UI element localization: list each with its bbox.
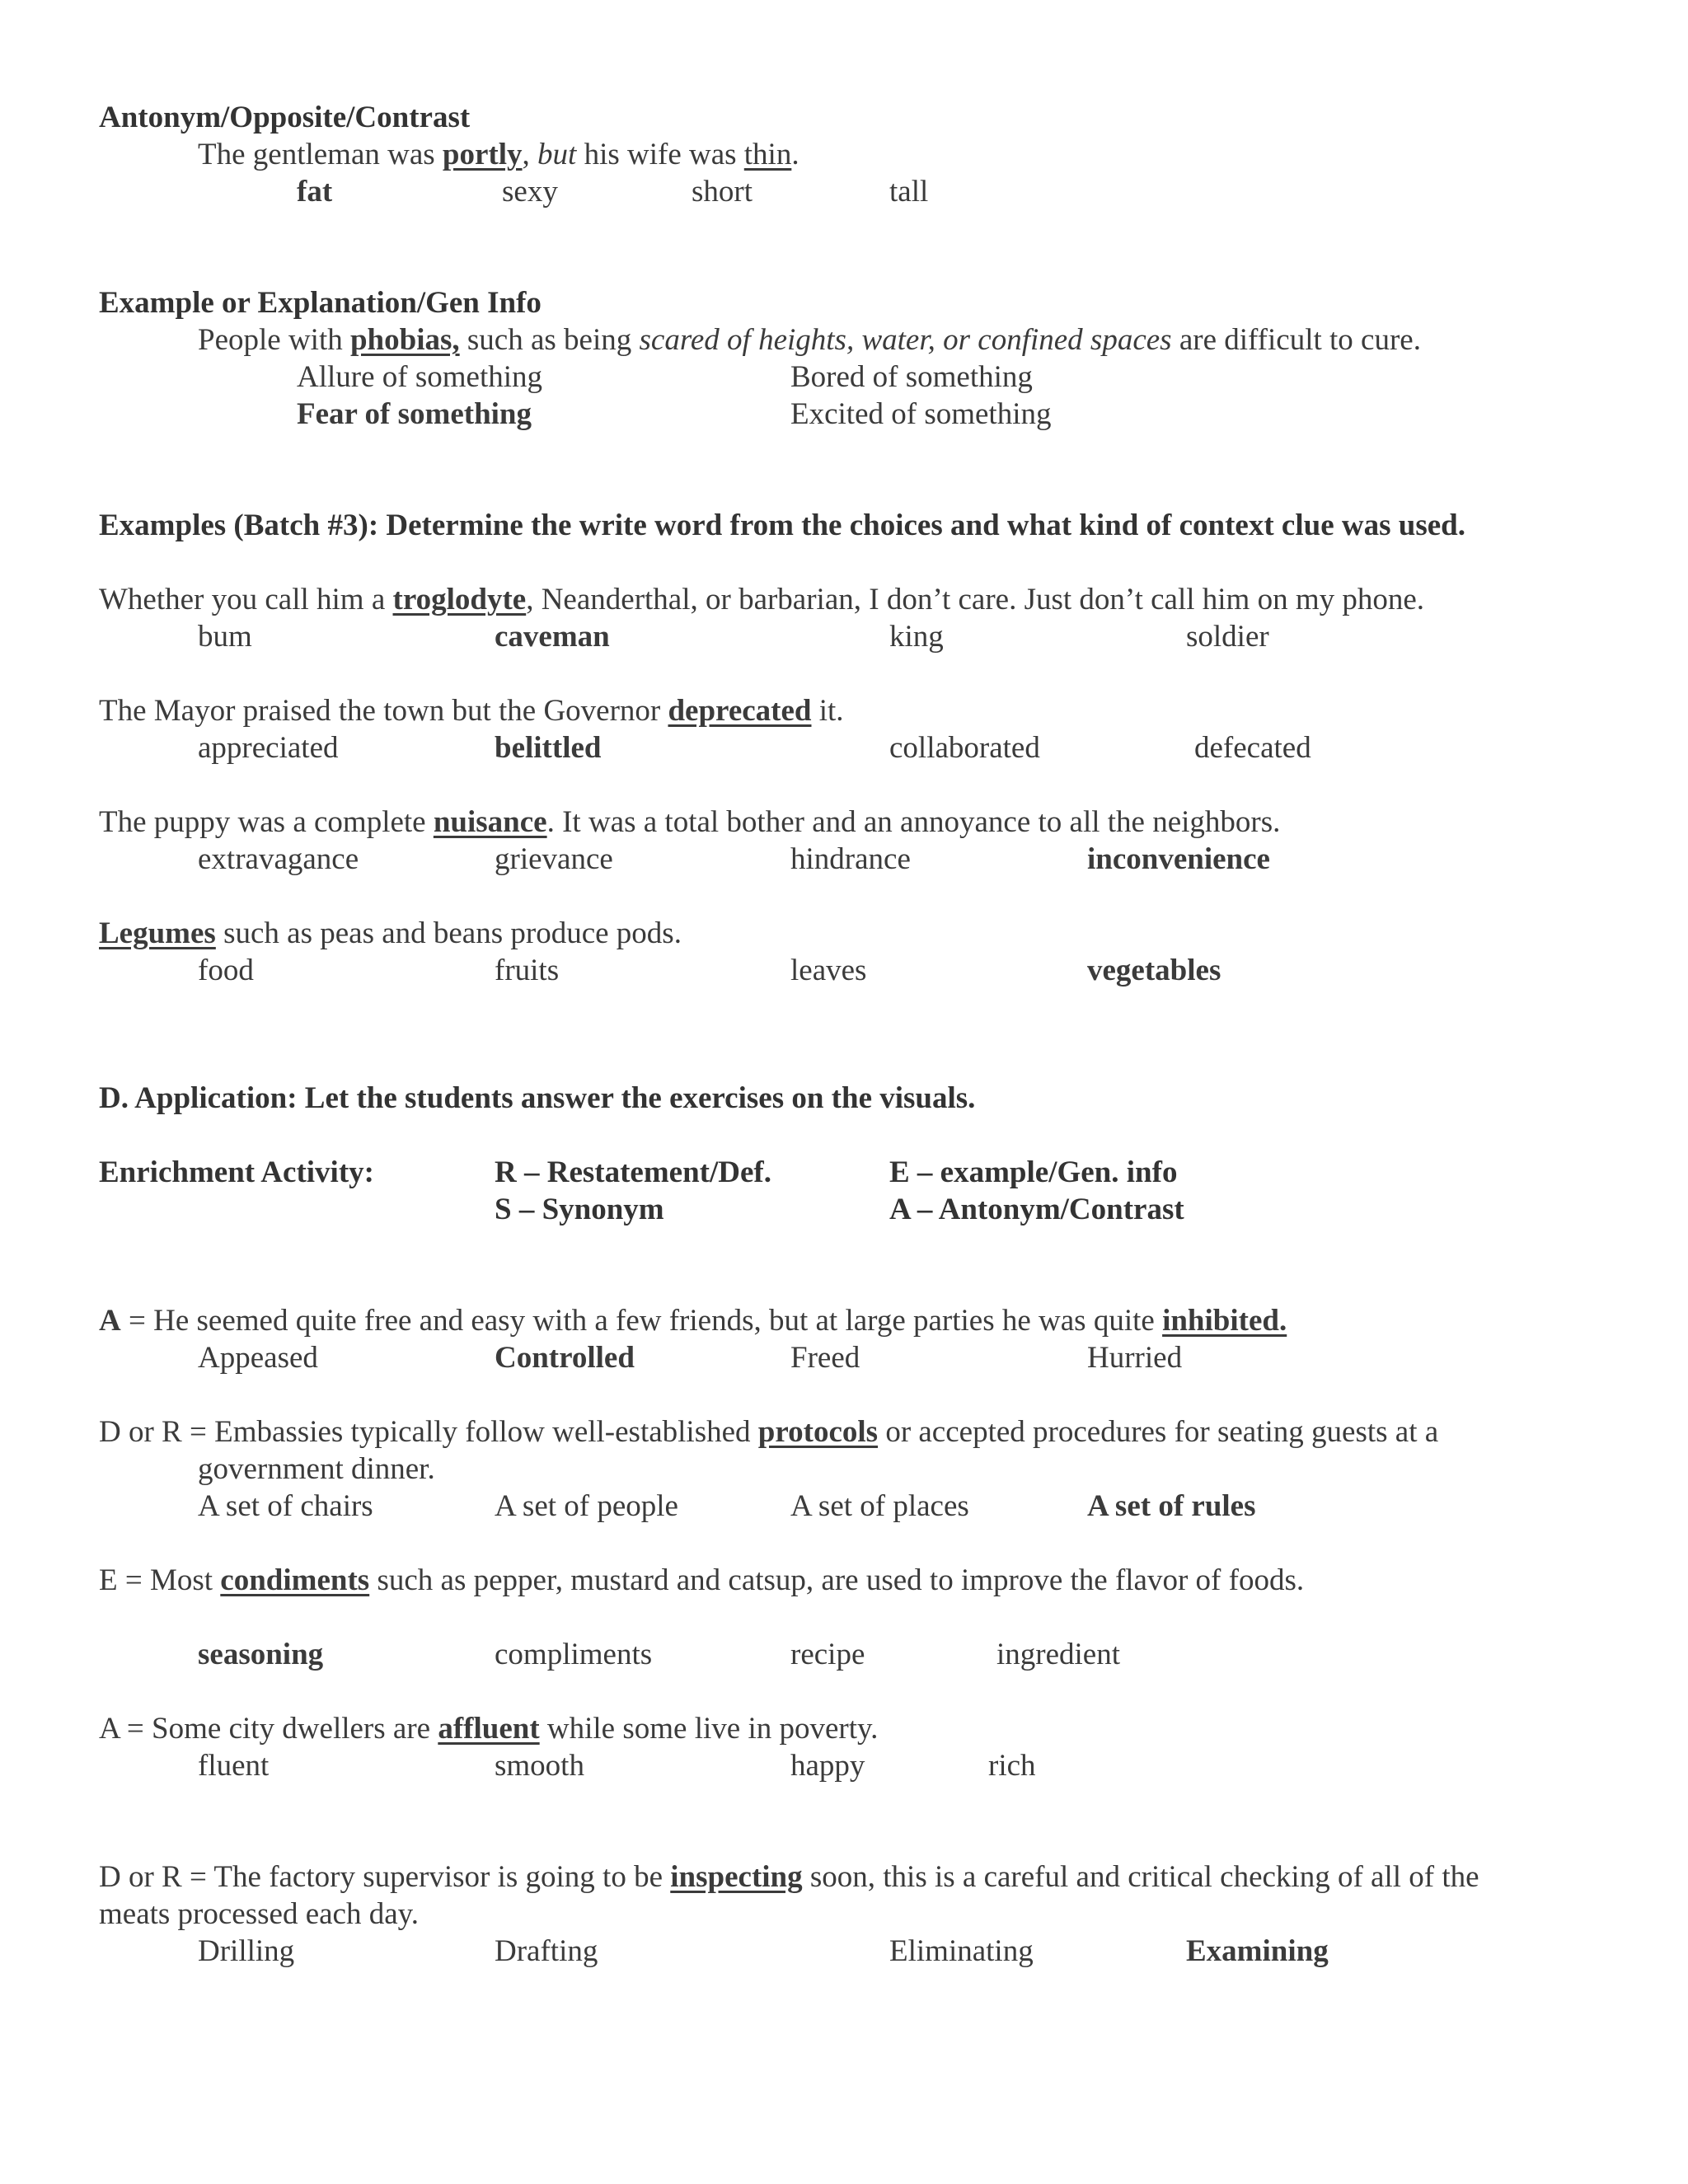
sentence-troglodyte: Whether you call him a troglodyte, Neanderthal, or barbarian, I don’t care. Just don’t call him on my phone. xyxy=(99,583,1425,616)
sentence-portly: The gentleman was portly, but his wife was thin. xyxy=(198,138,799,171)
sentence-protocols-line2: government dinner. xyxy=(198,1452,435,1486)
batch3-heading: Examples (Batch #3): Determine the write word from the choices and what kind of context clue was used. xyxy=(99,509,1465,542)
choice: sexy xyxy=(502,175,558,209)
choice: tall xyxy=(889,175,929,209)
choice: caveman xyxy=(495,620,610,654)
legend-e: E – example/Gen. info xyxy=(889,1155,1178,1189)
choice: leaves xyxy=(790,954,867,987)
sentence-condiments: E = Most condiments such as pepper, mustard and catsup, are used to improve the flavor of foods. xyxy=(99,1563,1305,1597)
choice: food xyxy=(198,954,254,987)
choice: fat xyxy=(297,175,333,209)
choice: recipe xyxy=(790,1638,865,1671)
choice: Hurried xyxy=(1087,1341,1183,1375)
choice: king xyxy=(889,620,944,654)
choice: soldier xyxy=(1186,620,1269,654)
choice: hindrance xyxy=(790,842,911,876)
sentence-deprecated: The Mayor praised the town but the Governor deprecated it. xyxy=(99,694,844,728)
choice: bum xyxy=(198,620,252,654)
choice: A set of places xyxy=(790,1489,969,1523)
choice: Excited of something xyxy=(790,397,1052,431)
choice: seasoning xyxy=(198,1638,324,1671)
choice: defecated xyxy=(1194,731,1311,765)
choice: collaborated xyxy=(889,731,1040,765)
section-heading-antonym: Antonym/Opposite/Contrast xyxy=(99,101,471,134)
choice: A set of people xyxy=(495,1489,678,1523)
sentence-phobias: People with phobias, such as being scared of heights, water, or confined spaces are difficult to cure. xyxy=(198,323,1421,357)
choice: vegetables xyxy=(1087,954,1221,987)
sentence-inspecting-line2: meats processed each day. xyxy=(99,1897,419,1931)
legend-s: S – Synonym xyxy=(495,1193,664,1226)
choice: appreciated xyxy=(198,731,339,765)
choice: Drafting xyxy=(495,1934,598,1968)
choice: ingredient xyxy=(996,1638,1121,1671)
target-word: phobias, xyxy=(349,323,460,357)
choice: Bored of something xyxy=(790,360,1033,394)
choice: Examining xyxy=(1186,1934,1329,1968)
target-word: inhibited. xyxy=(1162,1304,1287,1338)
sentence-inspecting: D or R = The factory supervisor is going to be inspecting soon, this is a careful and critical checking of all of the xyxy=(99,1860,1479,1894)
target-word: deprecated xyxy=(668,694,812,728)
target-word: troglodyte xyxy=(392,583,527,616)
sentence-affluent: A = Some city dwellers are affluent while some live in poverty. xyxy=(99,1712,879,1746)
choice: Drilling xyxy=(198,1934,295,1968)
target-word: inspecting xyxy=(670,1860,803,1894)
choice: Controlled xyxy=(495,1341,635,1375)
choice: A set of chairs xyxy=(198,1489,373,1523)
choice: compliments xyxy=(495,1638,653,1671)
legend-a: A – Antonym/Contrast xyxy=(889,1193,1184,1226)
sentence-inhibited: A = He seemed quite free and easy with a few friends, but at large parties he was quite inhibited. xyxy=(99,1304,1287,1338)
choice: Allure of something xyxy=(297,360,543,394)
choice: extravagance xyxy=(198,842,359,876)
choice: belittled xyxy=(495,731,602,765)
target-word: protocols xyxy=(757,1415,879,1449)
choice: grievance xyxy=(495,842,613,876)
choice: Fear of something xyxy=(297,397,532,431)
choice: Freed xyxy=(790,1341,860,1375)
choice: fluent xyxy=(198,1749,270,1783)
choice: short xyxy=(692,175,753,209)
target-word: Legumes xyxy=(99,916,216,950)
sentence-protocols: D or R = Embassies typically follow well-established protocols or accepted procedures for seating guests at a xyxy=(99,1415,1439,1449)
choice: happy xyxy=(790,1749,865,1783)
target-word: affluent xyxy=(438,1712,540,1746)
choice: inconvenience xyxy=(1087,842,1270,876)
choice: fruits xyxy=(495,954,560,987)
target-word: nuisance xyxy=(433,805,547,839)
enrichment-label: Enrichment Activity: xyxy=(99,1155,374,1189)
target-word: portly xyxy=(442,138,523,171)
choice: Appeased xyxy=(198,1341,318,1375)
sentence-nuisance: The puppy was a complete nuisance. It was a total bother and an annoyance to all the neighbors. xyxy=(99,805,1281,839)
application-heading: D. Application: Let the students answer the exercises on the visuals. xyxy=(99,1081,976,1115)
target-word: condiments xyxy=(220,1563,370,1597)
choice: Eliminating xyxy=(889,1934,1034,1968)
section-heading-example: Example or Explanation/Gen Info xyxy=(99,286,542,320)
choice: smooth xyxy=(495,1749,584,1783)
legend-r: R – Restatement/Def. xyxy=(495,1155,771,1189)
choice: A set of rules xyxy=(1087,1489,1256,1523)
sentence-legumes: Legumes such as peas and beans produce pods. xyxy=(99,916,682,950)
choice: rich xyxy=(988,1749,1036,1783)
